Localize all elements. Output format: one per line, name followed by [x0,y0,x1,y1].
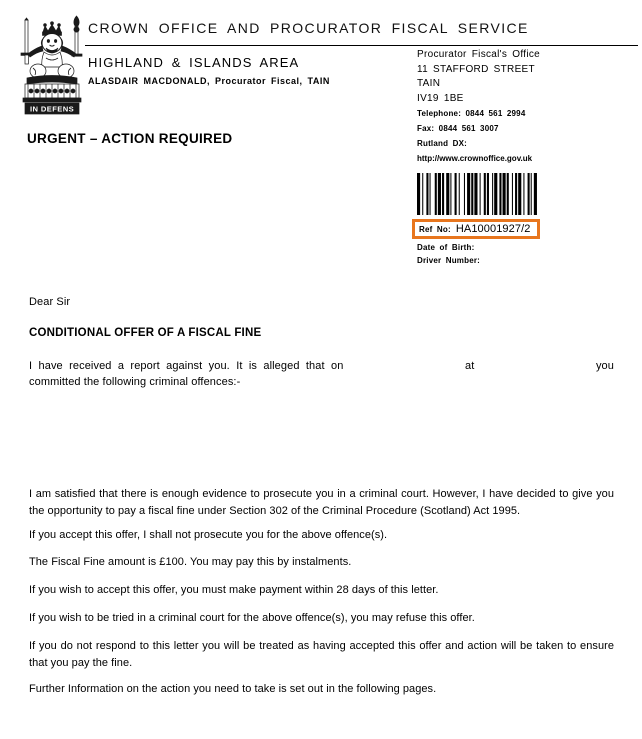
allegation-tail-text: committed the following criminal offences:- [29,376,241,388]
telephone-line: Telephone: 0844 561 2994 [417,109,526,118]
paragraph-fine-amount: The Fiscal Fine amount is £100. You may pay this by instalments. [29,556,352,568]
reference-number-label: Ref No: [419,224,451,234]
paragraph-further-information: Further Information on the action you need to take is set out in the following pages. [29,683,437,695]
paragraph-evidence: I am satisfied that there is enough evidence to prosecute you in a criminal court. However, I have decided to give you the opportunity to pay a fiscal fine under Section 302 of the Criminal Procedure (Scotland) Act 1995. [29,488,614,517]
dx-line: Rutland DX: [417,139,467,148]
masthead-divider [85,45,638,46]
area-fiscal-officer: ALASDAIR MACDONALD, Procurator Fiscal, TAIN [88,76,330,86]
office-address-block [417,48,637,166]
driver-number-label: Driver Number: [417,256,481,265]
reference-number-value: HA10001927/2 [455,223,531,235]
paragraph-no-response: If you do not respond to this letter you will be treated as having accepted this offer and action will be taken to ensure that you pay the fine. [29,640,614,669]
urgent-action-heading: URGENT – ACTION REQUIRED [27,131,233,146]
date-of-birth-label: Date of Birth: [417,243,475,252]
paragraph-refuse-offer: If you wish to be tried in a criminal court for the above offence(s), you may refuse this offer. [29,612,475,624]
scottish-royal-crest-icon [16,8,88,116]
address-line: IV19 1BE [417,92,464,104]
paragraph-payment-deadline: If you wish to accept this offer, you must make payment within 28 days of this letter. [29,584,439,596]
offer-heading: CONDITIONAL OFFER OF A FISCAL FINE [29,327,262,339]
allegation-you-word: you [595,360,614,372]
salutation: Dear Sir [29,296,71,308]
allegation-lead-text: I have received a report against you. It is alleged that on [29,360,344,372]
website-link[interactable]: http://www.crownoffice.gov.uk [417,154,533,163]
area-name: HIGHLAND & ISLANDS AREA [88,55,300,70]
allegation-at-word: at [465,360,475,372]
reference-number-highlight [412,219,540,239]
fax-line: Fax: 0844 561 3007 [417,124,499,133]
address-line: Procurator Fiscal's Office [417,49,541,60]
crest-motto-text: IN DEFENS [29,104,75,114]
allegation-paragraph [29,358,614,390]
barcode-icon [417,173,538,215]
address-line: TAIN [417,78,441,89]
masthead-title: CROWN OFFICE AND PROCURATOR FISCAL SERVICE [88,20,529,36]
paragraph-accept-offer: If you accept this offer, I shall not prosecute you for the above offence(s). [29,529,388,541]
address-line: 11 STAFFORD STREET [417,63,535,75]
